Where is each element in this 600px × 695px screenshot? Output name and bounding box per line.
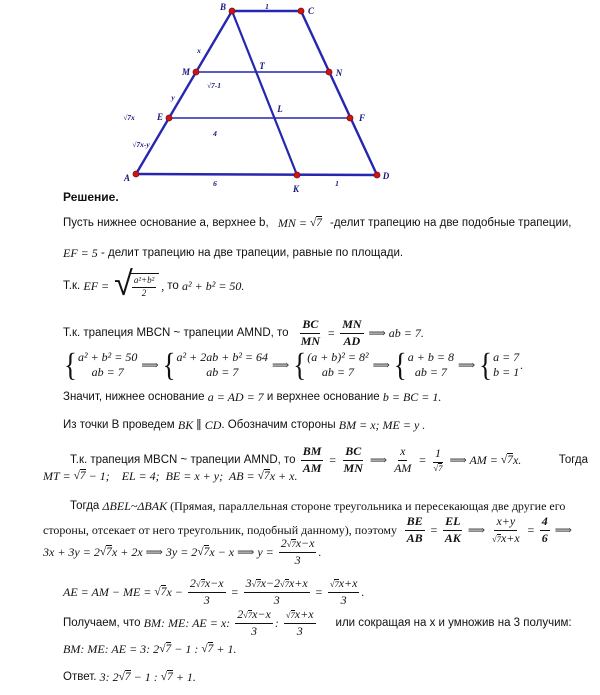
math-run: ⟹ ab = 7. xyxy=(365,325,424,340)
denominator xyxy=(249,624,259,640)
numerator xyxy=(300,317,320,334)
radicand: 7 xyxy=(165,643,172,655)
math-run: + 1. xyxy=(172,670,196,684)
math-run: x − xyxy=(166,584,186,599)
sqrt-expression xyxy=(243,610,252,621)
numerator xyxy=(328,576,360,593)
math-run: ΔBEL~ΔBAK xyxy=(102,499,168,513)
edge-BK xyxy=(232,11,297,175)
math-run: x−x xyxy=(252,607,271,621)
radicand: 7 xyxy=(167,671,173,683)
vertex-label-E: E xyxy=(156,112,164,122)
math-run: = xyxy=(426,522,441,537)
numerator xyxy=(188,576,226,593)
math-run: . xyxy=(318,544,322,559)
system-rows xyxy=(408,350,454,380)
radicand: 7 xyxy=(496,533,501,544)
math-run: BE xyxy=(406,514,423,528)
math-run: x+x xyxy=(338,576,358,590)
denominator xyxy=(432,463,445,474)
math-run: x−2 xyxy=(260,576,281,590)
system-brace: { xyxy=(162,346,176,383)
solution-line-10 xyxy=(70,499,565,514)
math-run: . xyxy=(520,357,524,372)
vertex-label-N: N xyxy=(335,68,343,78)
sqrt-expression xyxy=(201,642,213,657)
sqrt-expression xyxy=(330,579,339,590)
math-run: ab = 7 xyxy=(91,365,124,379)
numerator xyxy=(343,444,363,461)
solution-line-1 xyxy=(63,216,571,231)
equation-system xyxy=(393,346,454,383)
denominator xyxy=(392,461,413,477)
serif-text-run: (Прямая, параллельная стороне треугольника и пересекающая две другие его xyxy=(167,499,566,513)
math-run: 3: 2 xyxy=(99,670,119,684)
math-run: a² + b² = 50. xyxy=(182,278,245,293)
radicand: 7 xyxy=(106,545,112,558)
denominator xyxy=(339,593,349,609)
math-run: AM xyxy=(394,460,412,475)
system-rows xyxy=(78,350,137,380)
math-run: BM: ME: AE = x: xyxy=(143,615,234,630)
math-run: EF = 5 xyxy=(63,246,98,260)
math-run: x+y xyxy=(496,514,516,528)
radicand: 7 xyxy=(203,545,210,558)
fraction xyxy=(342,444,365,476)
math-run: 4 xyxy=(541,514,548,528)
math-run: = xyxy=(415,452,430,467)
radical-sign: √ xyxy=(251,579,257,589)
solution-line-5 xyxy=(63,346,524,383)
solution-line-12 xyxy=(43,536,321,568)
numerator xyxy=(284,607,316,624)
math-run: = xyxy=(227,584,242,599)
math-run: 2 xyxy=(237,607,244,621)
solution-line-3 xyxy=(63,264,245,304)
text-run: -делит трапецию на две подобные трапеции, xyxy=(330,217,572,229)
math-run: EL xyxy=(445,514,461,528)
numerator xyxy=(443,514,462,531)
system-row xyxy=(177,350,269,365)
math-run: 2 xyxy=(280,536,287,550)
math-run: ⟹ xyxy=(138,357,162,372)
math-run: x+x xyxy=(500,530,520,545)
text-run: Значит, нижнее основание xyxy=(63,391,208,403)
sqrt-expression xyxy=(286,610,295,621)
segment-label-5: 4 xyxy=(213,129,217,138)
math-run: − 1 : xyxy=(130,670,161,684)
segment-label-6: √7x-y xyxy=(132,140,150,149)
segment-label-4: √7x xyxy=(123,113,135,122)
line-right-word: Тогда xyxy=(558,453,588,466)
math-run: 3 xyxy=(203,592,210,607)
fraction xyxy=(392,444,413,476)
radicand: 7 xyxy=(160,585,167,598)
text-run: и верхнее основание xyxy=(263,391,383,403)
text-run: то xyxy=(167,279,183,292)
numerator xyxy=(398,444,407,461)
math-run: = xyxy=(311,584,326,599)
numerator xyxy=(235,607,273,624)
sqrt-expression xyxy=(100,545,112,560)
equation-system xyxy=(293,346,369,383)
math-run: x−x xyxy=(295,536,315,550)
radical-sign: √ xyxy=(195,579,201,589)
vertex-label-K: K xyxy=(292,184,300,194)
equation-system xyxy=(162,346,269,383)
math-run: AB xyxy=(406,530,423,545)
radical-sign: √ xyxy=(197,545,204,558)
denominator xyxy=(202,593,212,609)
sqrt-expression xyxy=(196,579,205,590)
fraction xyxy=(301,444,324,476)
math-run: x + x. xyxy=(269,469,298,483)
sqrt-expression xyxy=(287,539,296,550)
math-run: 3 xyxy=(251,623,258,638)
segment-label-2: √7-1 xyxy=(206,81,222,90)
vertex-dot-K xyxy=(294,172,300,178)
math-run: ab = 7 xyxy=(321,365,354,379)
math-run: x−x xyxy=(204,576,224,590)
math-run: x+x xyxy=(294,607,314,621)
radicand: 7 xyxy=(284,579,289,589)
math-run: x − x ⟹ y = xyxy=(209,544,277,559)
sqrt-expression xyxy=(258,469,270,484)
solution-line-14 xyxy=(63,607,572,639)
radicand: 7 xyxy=(247,610,253,620)
denominator xyxy=(293,553,303,569)
radical-sign: √ xyxy=(160,671,168,683)
radical-sign: √ xyxy=(99,545,107,558)
edge-CD xyxy=(301,11,377,175)
fraction xyxy=(540,514,550,546)
edge-AD xyxy=(136,174,377,175)
text-run: Тогда xyxy=(70,500,103,512)
vertex-label-M: M xyxy=(181,67,191,77)
radicand-fraction xyxy=(129,273,159,299)
radicand: 7 xyxy=(263,470,270,482)
solution-line-15 xyxy=(63,642,237,657)
math-run: . xyxy=(361,584,365,599)
math-run: AM xyxy=(302,460,322,475)
solution-line-6 xyxy=(63,390,441,405)
radical-sign: √ xyxy=(309,217,317,229)
math-run: a² + 2ab + b² = 64 xyxy=(176,350,269,364)
radical-sign: √ xyxy=(500,453,508,466)
math-run: 1 xyxy=(434,446,441,461)
system-row xyxy=(206,365,238,380)
fraction xyxy=(405,514,425,546)
system-rows xyxy=(177,350,269,380)
math-run: BC xyxy=(345,444,362,458)
math-run: ⟹ xyxy=(454,357,479,372)
math-run: EF = xyxy=(83,278,113,293)
sqrt-expression xyxy=(310,216,322,231)
math-run: 3 xyxy=(340,592,347,607)
fraction xyxy=(340,317,363,349)
numerator xyxy=(340,317,363,334)
vertex-dot-B xyxy=(229,8,235,14)
math-run: 3 xyxy=(294,552,301,567)
system-row xyxy=(322,365,354,380)
denominator xyxy=(490,531,522,547)
fraction xyxy=(299,317,322,349)
fraction xyxy=(443,514,463,546)
math-run: MT = xyxy=(43,469,74,483)
sqrt-of-fraction xyxy=(114,264,159,304)
segment-label-7: 6 xyxy=(213,179,217,188)
sqrt-expression xyxy=(159,642,171,657)
vertex-dot-A xyxy=(133,171,139,177)
text-run: Пусть нижнее основание a, верхнее b, xyxy=(63,217,272,229)
text-run: Т.к. трапеция MBCN ~ трапеции AMND, то xyxy=(63,326,292,339)
math-run: 6 xyxy=(541,530,548,545)
radical-sign: √ xyxy=(159,643,166,655)
vertex-label-C: C xyxy=(307,6,315,16)
vertex-label-L: L xyxy=(277,104,283,114)
segment-label-1: 1 xyxy=(265,2,269,11)
math-run: ⟹ AM = xyxy=(446,452,501,467)
radical-sign: √ xyxy=(243,610,248,620)
denominator xyxy=(342,461,365,477)
sqrt-expression xyxy=(119,670,131,685)
sqrt-expression xyxy=(197,545,209,560)
radicand: 7 xyxy=(207,643,214,655)
math-run: : xyxy=(274,615,282,630)
denominator xyxy=(540,531,550,547)
sqrt-expression xyxy=(501,453,513,468)
math-run: MN xyxy=(342,317,362,331)
vertex-label-B: B xyxy=(219,2,227,12)
math-run: ⟹ xyxy=(464,522,489,537)
math-run: AD xyxy=(343,333,361,348)
math-run: a = 7 xyxy=(493,350,520,364)
math-run: MN xyxy=(343,460,363,475)
math-run: 3 xyxy=(296,623,303,638)
numerator xyxy=(301,444,324,461)
math-run: x xyxy=(400,444,406,458)
math-run: b = BC = 1. xyxy=(382,390,442,404)
solution-line-4 xyxy=(63,317,424,349)
math-run: b = 1 xyxy=(493,365,520,379)
solution-line-13 xyxy=(63,576,364,608)
vertex-label-F: F xyxy=(358,113,366,123)
numerator xyxy=(433,446,443,463)
vertex-label-D: D xyxy=(382,171,390,181)
math-run: MN = xyxy=(277,216,310,230)
radical-sign: √ xyxy=(492,533,497,544)
solution-line-16 xyxy=(63,670,196,685)
math-run: a + b = 8 xyxy=(407,350,454,364)
solution-heading: Решение. xyxy=(63,190,119,204)
math-run: = xyxy=(324,325,339,340)
fraction xyxy=(490,514,522,546)
sqrt-expression xyxy=(252,579,261,590)
math-run: BM = x; ME = y . xyxy=(338,418,426,432)
math-run: BM xyxy=(302,444,322,458)
text-run: - делит трапецию на две трапеции, равные по площади. xyxy=(97,247,404,259)
radicand: 7 xyxy=(200,579,205,589)
vertex-dot-E xyxy=(166,115,172,121)
vertex-dot-D xyxy=(374,172,380,178)
vertex-label-T: T xyxy=(259,61,265,71)
text-run: Т.к. трапеция MBCN ~ трапеции AMND, то xyxy=(70,453,299,466)
numerator xyxy=(494,514,517,531)
math-run: a = AD = 7 xyxy=(207,390,264,404)
fraction xyxy=(244,576,310,608)
vertex-dot-C xyxy=(298,8,304,14)
math-run: = xyxy=(325,452,340,467)
fraction xyxy=(235,607,273,639)
radical-sign: √ xyxy=(114,264,133,304)
numerator xyxy=(405,514,425,531)
denominator xyxy=(342,334,363,350)
radicand: 7 xyxy=(290,610,295,620)
radical-sign: √ xyxy=(201,643,208,655)
equation-system xyxy=(64,346,138,383)
edge-AB xyxy=(136,11,232,174)
denominator xyxy=(443,531,463,547)
sqrt-expression xyxy=(161,670,173,685)
radicand: 7 xyxy=(79,470,86,482)
math-run: x. xyxy=(512,452,522,467)
sqrt-expression xyxy=(154,585,166,600)
segment-label-0: x xyxy=(197,46,201,55)
radical-sign: √ xyxy=(73,470,80,482)
text-run: Из точки B проведем xyxy=(63,419,178,431)
radical-sign: √ xyxy=(118,671,125,683)
math-run: AE = AM − ME = xyxy=(63,584,155,599)
math-run: BM: ME: AE = 3: 2 xyxy=(63,642,160,656)
numerator xyxy=(244,576,310,593)
equation-system xyxy=(479,346,520,383)
text-run: . Обозначим стороны xyxy=(221,419,339,431)
math-run: 3 xyxy=(273,592,280,607)
sqrt-expression xyxy=(280,579,289,590)
radicand: 7 xyxy=(438,462,443,473)
fraction xyxy=(328,576,360,608)
solution-line-2 xyxy=(63,246,403,261)
numerator xyxy=(279,536,317,553)
math-run: ⟹ xyxy=(366,452,391,467)
system-row xyxy=(493,350,519,365)
radicand: 7 xyxy=(334,579,339,589)
system-row xyxy=(92,365,124,380)
math-run: − 1; xyxy=(85,469,110,483)
system-rows xyxy=(493,350,519,380)
system-row xyxy=(493,365,519,380)
math-run: AK xyxy=(444,530,461,545)
system-rows xyxy=(307,350,368,380)
math-run: = xyxy=(523,522,538,537)
sqrt-expression xyxy=(434,463,443,474)
serif-text-run: стороны, отсекает от него треугольник, подобный данному), поэтому xyxy=(43,522,397,537)
text-run: Получаем, что xyxy=(63,616,144,629)
numerator: a²+b² xyxy=(132,275,156,288)
text-run: или сокращая на x и умножив на 3 получим: xyxy=(335,616,572,629)
math-run: ab = 7 xyxy=(206,365,239,379)
sqrt-expression xyxy=(74,469,86,484)
trapezoid-diagram xyxy=(0,0,600,198)
sqrt-expression xyxy=(492,534,501,545)
segment-label-8: 1 xyxy=(335,179,339,188)
math-run: 2 xyxy=(189,576,196,590)
vertex-label-A: A xyxy=(123,173,131,183)
solution-line-7 xyxy=(63,418,425,433)
math-run: MN xyxy=(300,333,321,348)
denominator xyxy=(272,593,282,609)
radical-sign: √ xyxy=(433,462,439,473)
math-run: 3 xyxy=(245,576,252,590)
radical-sign: √ xyxy=(280,579,285,589)
math-run: 3x + 3y = 2 xyxy=(43,544,100,559)
system-brace: { xyxy=(64,346,77,383)
fraction xyxy=(279,536,317,568)
radicand: 7 xyxy=(124,671,131,683)
system-brace: { xyxy=(479,346,493,383)
text-run: Ответ. xyxy=(63,671,100,683)
fraction xyxy=(432,446,445,474)
system-brace: { xyxy=(293,346,307,383)
system-row xyxy=(307,350,368,365)
math-run: EL = 4; BE = x + y; AB = xyxy=(121,469,258,483)
math-run: + 1. xyxy=(213,642,237,656)
system-brace: { xyxy=(393,346,407,383)
radical-sign: √ xyxy=(285,610,291,620)
math-run: BC xyxy=(302,317,319,331)
numerator xyxy=(540,514,550,531)
math-run: a² + b² = 50 xyxy=(77,350,138,364)
radicand: 7 xyxy=(256,579,261,589)
math-run: ⟹ xyxy=(551,522,572,537)
vertex-dot-F xyxy=(347,115,353,121)
radical-sign: √ xyxy=(257,470,264,482)
denominator xyxy=(301,461,324,477)
vertex-dot-M xyxy=(193,69,199,75)
math-run: ⟹ xyxy=(269,357,293,372)
math-run: BK ∥ CD xyxy=(177,418,222,432)
math-run: − 1 : xyxy=(171,642,202,656)
denominator xyxy=(405,531,425,547)
math-run: ab = 7 xyxy=(414,365,447,379)
math-run: x + 2x ⟹ 3y = 2 xyxy=(111,544,198,559)
fraction xyxy=(284,607,316,639)
radical-sign: √ xyxy=(154,585,161,598)
math-run: x+x xyxy=(288,576,308,590)
radical-sign: √ xyxy=(286,539,292,549)
system-row xyxy=(78,350,137,365)
denominator: 2 xyxy=(141,287,147,298)
math-run: ⟹ xyxy=(369,357,393,372)
math-run: (a + b)² = 8² xyxy=(307,350,369,364)
radicand: 7 xyxy=(507,453,513,466)
denominator xyxy=(295,624,305,640)
math-run: , xyxy=(161,278,168,293)
vertex-dot-N xyxy=(326,69,332,75)
system-row xyxy=(408,350,454,365)
radicand: 7 xyxy=(291,539,296,549)
system-row xyxy=(415,365,447,380)
text-run: Т.к. xyxy=(63,279,84,292)
solution-line-9 xyxy=(43,469,297,484)
segment-label-3: y xyxy=(171,93,175,102)
radical-sign: √ xyxy=(329,579,335,589)
fraction xyxy=(188,576,226,608)
radicand: 7 xyxy=(316,217,323,229)
